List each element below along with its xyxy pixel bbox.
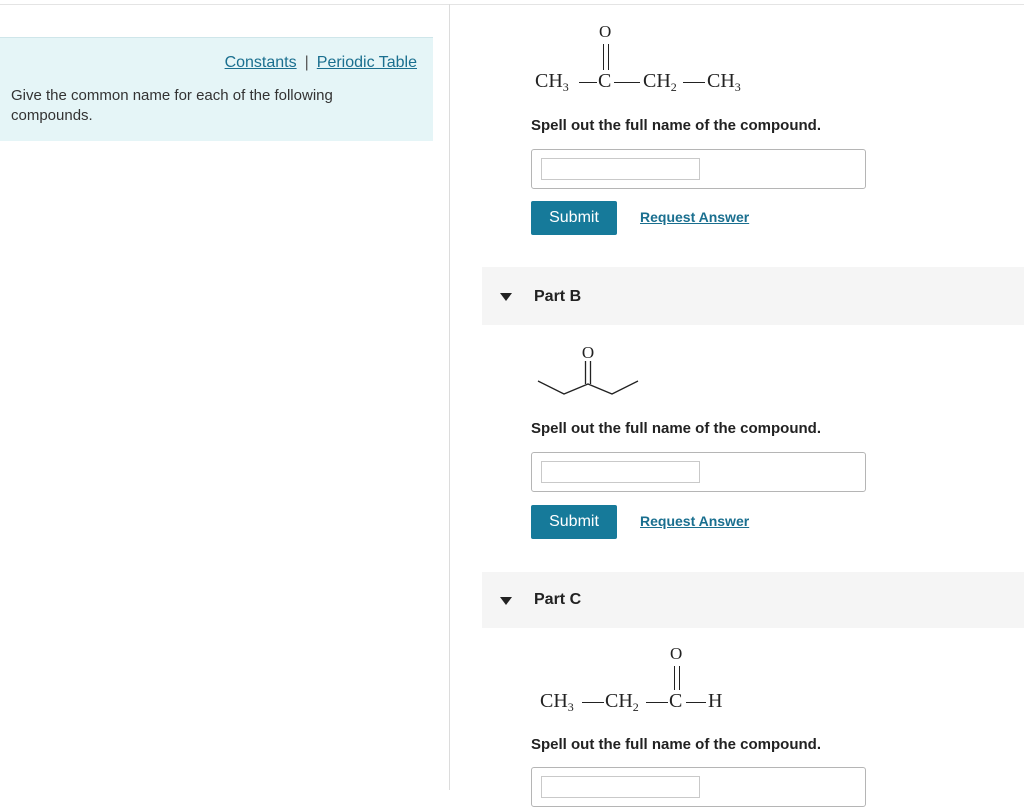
part-a-answer-box bbox=[531, 149, 866, 189]
methyl-group: $CH_3$ bbox=[707, 70, 741, 94]
aldehyde-carbon: C bbox=[669, 690, 683, 712]
oxygen-atom: O bbox=[599, 22, 612, 41]
constants-link[interactable]: Constants bbox=[224, 54, 297, 71]
single-bond bbox=[683, 82, 705, 83]
single-bond bbox=[614, 82, 640, 83]
instructions-text: Give the common name for each of the following compounds. bbox=[11, 87, 333, 124]
single-bond bbox=[646, 702, 668, 703]
top-rule bbox=[0, 4, 1024, 5]
double-bond-line bbox=[679, 666, 680, 690]
part-c-answer-input[interactable] bbox=[541, 776, 700, 798]
single-bond bbox=[582, 702, 604, 703]
part-c-header[interactable] bbox=[482, 572, 1024, 628]
part-b-answer-input[interactable] bbox=[541, 461, 700, 483]
resource-links bbox=[225, 54, 417, 72]
part-b-title: Part B bbox=[534, 288, 582, 305]
part-b-request-answer-link[interactable]: Request Answer bbox=[640, 513, 750, 529]
intro-panel bbox=[0, 37, 433, 141]
carbonyl-carbon: C bbox=[598, 70, 612, 92]
part-a-prompt: Spell out the full name of the compound. bbox=[531, 117, 821, 134]
methylene-group: $CH_2$ bbox=[643, 70, 677, 94]
part-c-title: Part C bbox=[534, 591, 582, 608]
double-bond-line bbox=[603, 44, 604, 70]
single-bond bbox=[686, 702, 706, 703]
double-bond-line bbox=[674, 666, 675, 690]
double-bond-line bbox=[608, 44, 609, 70]
hydrogen-atom: H bbox=[708, 690, 723, 712]
part-b-header[interactable] bbox=[482, 267, 1024, 325]
carbon-chain bbox=[538, 381, 638, 394]
caret-down-icon bbox=[500, 597, 512, 605]
oxygen-atom: O bbox=[670, 644, 683, 663]
link-separator: | bbox=[304, 54, 309, 71]
part-b-prompt: Spell out the full name of the compound. bbox=[531, 420, 821, 437]
ketone-skeletal-structure bbox=[536, 340, 640, 400]
caret-down-icon bbox=[500, 293, 512, 301]
methyl-group: $CH_3$ bbox=[535, 70, 569, 94]
part-a-request-answer-link[interactable]: Request Answer bbox=[640, 209, 750, 225]
part-a-answer-input[interactable] bbox=[541, 158, 700, 180]
part-c-formula bbox=[540, 642, 740, 722]
methylene-group: $CH_2$ bbox=[605, 690, 639, 714]
periodic-table-link[interactable]: Periodic Table bbox=[316, 54, 417, 71]
part-b-answer-box bbox=[531, 452, 866, 492]
part-c-answer-box bbox=[531, 767, 866, 807]
part-a-formula bbox=[535, 20, 755, 100]
part-c-prompt: Spell out the full name of the compound. bbox=[531, 736, 821, 753]
single-bond bbox=[579, 82, 597, 83]
panel-divider bbox=[449, 4, 450, 790]
methyl-group: $CH_3$ bbox=[540, 690, 574, 714]
part-a-submit-button[interactable]: Submit bbox=[531, 201, 617, 235]
part-b-structure bbox=[536, 340, 640, 400]
oxygen-atom: O bbox=[581, 343, 595, 362]
part-b-submit-button[interactable]: Submit bbox=[531, 505, 617, 539]
